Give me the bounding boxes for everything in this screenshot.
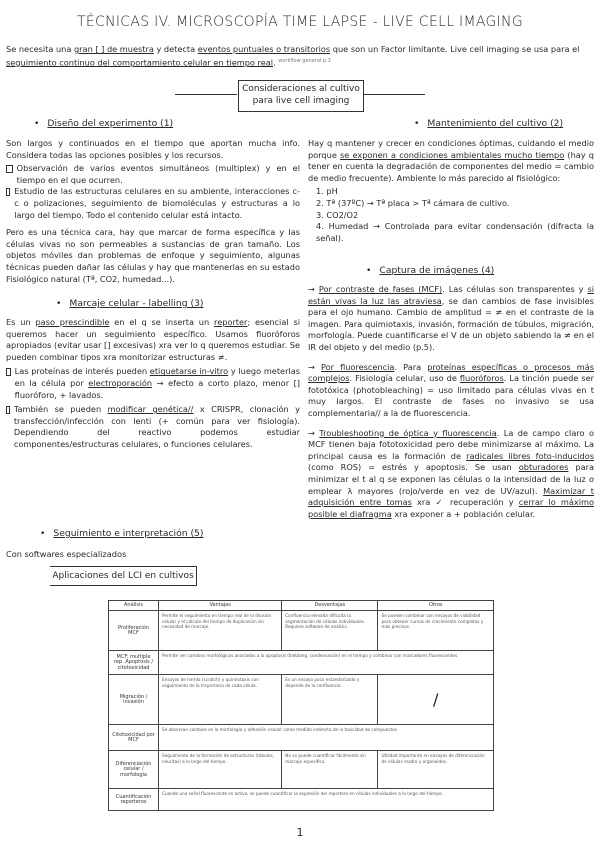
list-item: 4. Humedad → Controlada para evitar condensación (difracta la señal). xyxy=(316,221,594,243)
marcaje-check-2: También se pueden modificar genética// x CRISPR, clonación y transfección/infección con lenti (+ común para ver fisiología). Dependiendo del reactivo podemos estudiar componentes/estructuras celulares, o funciones celulares. xyxy=(6,404,300,450)
table-header: Análisis xyxy=(109,601,159,611)
captura-troubleshooting: → Troubleshooting de óptica y fluorescencia. La de campo claro o MCF tienen baja fototoxicidad pero debe minimizarse al máximo. La principal causa es la formación de radicales libres foto-inducidos (como ROS) = estrés y apoptosis. Se usan obturadores para minimizar el t al q se exponen las células o la intensidad de la luz o emplear λ mayores (rojo/verde en vez de UV/azul). Maximizar t adquisición entre tomas xra ✓ recuperación y cerrar lo máximo posible el diafragma xra exponer a + población celular. xyxy=(308,427,595,519)
mantenimiento-section xyxy=(308,138,594,244)
row-label: Citotoxicidad por MCF xyxy=(109,725,159,751)
list-item: 1. pH xyxy=(316,186,338,197)
captura-fases: → Por contraste de fases (MCF). Las células son transparentes y si están vivas la luz las atraviesa, se dan cambios de fase invisibles para el ojo humano. Cambio de amplitud = ≠ en el contraste de la imagen. Para quimiotaxis, invasión, formación de túbulos, migración, morfología. Puede cuantificarse el V de un objeto sabiendo la ≠ en el IR del objeto y del medio (p.5). xyxy=(308,284,595,352)
table-row xyxy=(109,611,494,651)
table-cell: Se pueden combinar con ensayos de viabilidad para obtener curvas de crecimiento completas y más precisas. xyxy=(378,611,494,651)
table-cell: Cuando una señal fluorescente se activa, se puede cuantificar la expresión del reportero en células individuales a lo largo del tiempo. xyxy=(159,789,494,811)
aplicaciones-table xyxy=(108,600,494,811)
mantenimiento-heading: • Mantenimiento del cultivo (2) xyxy=(414,118,563,129)
row-label: Proliferación MCF xyxy=(109,611,159,651)
diseno-check-1: Observación de varios eventos simultáneos (multiplex) y en el tiempo en el que ocurren. xyxy=(6,163,300,186)
table-cell: Confluencia elevada dificulta la segmentación de células individuales. Requiere software de análisis. xyxy=(282,611,378,651)
captura-fluorescencia: → Por fluorescencia. Para proteínas específicas o procesos más complejos. Fisiología celular, uso de fluoróforos. La tinción puede ser fototóxica (photobleaching) = uso limitado para células vivas en t muy largos. El contraste de fases no invasivo se usa complementaria// a la de fluorescencia. xyxy=(308,361,594,418)
table-header: Ventajas xyxy=(159,601,282,611)
list-item: 2. Tª (37ºC) → Tª placa > Tª cámara de cultivo. xyxy=(316,197,510,208)
diseno-p2: Pero es una técnica cara, hay que marcar de forma específica y las células vivas no son permeables a sustancias de gran tamaño. Los objetos móviles dan problemas de enfoque y seguimiento, algunas técnicas pueden dañar las células y hay que mantenerlas en su estado Fisiológico natural (Tª, CO2, humedad...). xyxy=(6,227,300,284)
table-cell: Utilidad importante en ensayos de diferenciación de células madre y organoides. xyxy=(378,751,494,789)
table-cell: No se puede cuantificar fácilmente sin marcaje específico. xyxy=(282,751,378,789)
row-label: Migración / invasión xyxy=(109,675,159,725)
table-cell: Permite el seguimiento en tiempo real de la división celular y el cálculo del tiempo de duplicación sin necesidad de marcaje. xyxy=(159,611,282,651)
table-cell: Se observan cambios en la morfología y adhesión celular como medida indirecta de la toxicidad de compuestos. xyxy=(159,725,494,751)
divider-right xyxy=(363,94,425,95)
row-label: Cuantificación reporteros xyxy=(109,789,159,811)
diseno-p1: Son largos y continuados en el tiempo que aportan mucha info. Considera todas las opciones posibles y los recursos. xyxy=(6,138,300,160)
table-header: Desventajas xyxy=(282,601,378,611)
row-label: MCF: multiple rep. Apoptosis / citotoxicidad xyxy=(109,651,159,675)
intro-paragraph: Se necesita una gran [ ] de muestra y detecta eventos puntuales o transitorios que son un Factor limitante. Live cell imaging se usa para el seguimiento continuo del comportamiento celular en tiempo real. $^{workflow general p.3}$ xyxy=(6,44,580,68)
table-header: Otros xyxy=(378,601,494,611)
mantenimiento-list xyxy=(308,186,594,244)
diseno-section xyxy=(6,138,300,285)
list-item: 3. CO2/O2 xyxy=(316,209,359,220)
row-label: Diferenciación celular / morfología xyxy=(109,751,159,789)
page-title: TÉCNICAS IV. MICROSCOPÍA TIME LAPSE - LIVE CELL IMAGING xyxy=(77,14,523,30)
table-cell: / xyxy=(378,675,494,725)
consideraciones-box: Consideraciones al cultivo para live cell imaging xyxy=(238,80,364,112)
aplicaciones-box: Aplicaciones del LCI en cultivos xyxy=(50,566,197,586)
marcaje-p1: Es un paso prescindible en el q se inserta un reporter; esencial si queremos hacer un seguimiento específico. Usamos fluoróforos apropiados (evitar usar [] excesivas) xra ver lo q queremos estudiar. Se pueden combinar tipos xra monitorizar estructuras ≠. xyxy=(6,317,300,362)
marcaje-section xyxy=(6,317,300,451)
marcaje-heading: • Marcaje celular - labelling (3) xyxy=(56,298,203,309)
table-header-row xyxy=(109,601,494,611)
captura-heading: • Captura de imágenes (4) xyxy=(366,265,494,276)
table-row xyxy=(109,651,494,675)
table-row xyxy=(109,675,494,725)
seguimiento-p1: Con softwares especializados xyxy=(6,549,127,559)
table-row xyxy=(109,725,494,751)
table-cell: Seguimiento de la formación de estructuras (túbulos, neuritas) a lo largo del tiempo. xyxy=(159,751,282,789)
seguimiento-heading: • Seguimiento e interpretación (5) xyxy=(40,528,204,539)
intro-note: workflow general p.3 xyxy=(278,57,331,64)
table-row xyxy=(109,751,494,789)
table-cell: Es un ensayo poco estandarizado y depende de la confluencia. xyxy=(282,675,378,725)
table-cell: Ensayos de herida (scratch) y quimiotaxis con seguimiento de la trayectoria de cada célula. xyxy=(159,675,282,725)
table-row xyxy=(109,789,494,811)
diseno-check-2: Estudio de las estructuras celulares en su ambiente, interacciones c-c o polizaciones, seguimiento de biomoléculas y estructuras a lo largo del tiempo. Todo el contenido celular está intacto. xyxy=(6,186,300,221)
divider-left xyxy=(175,94,237,95)
marcaje-check-1: Las proteínas de interés pueden etiquetarse in-vitro y luego meterlas en la célula por electroporación → efecto a corto plazo, menor [] fluoróforo, + lavados. xyxy=(6,366,300,401)
table-cell: Permite ver cambios morfológicos asociados a la apoptosis (blebbing, condensación) en el tiempo y combinar con marcadores fluorescentes. xyxy=(159,651,494,675)
captura-section xyxy=(308,284,594,520)
mantenimiento-p1: Hay q mantener y crecer en condiciones óptimas, cuidando el medio porque se exponen a condiciones ambientales mucho tiempo (hay q tener en cuenta la degradación de componentes del medio = cambio de medio frecuente). Ambiente lo más parecido al fisiológico: xyxy=(308,138,594,183)
diseno-heading: • Diseño del experimento (1) xyxy=(34,118,173,129)
page-number: 1 xyxy=(296,826,304,839)
